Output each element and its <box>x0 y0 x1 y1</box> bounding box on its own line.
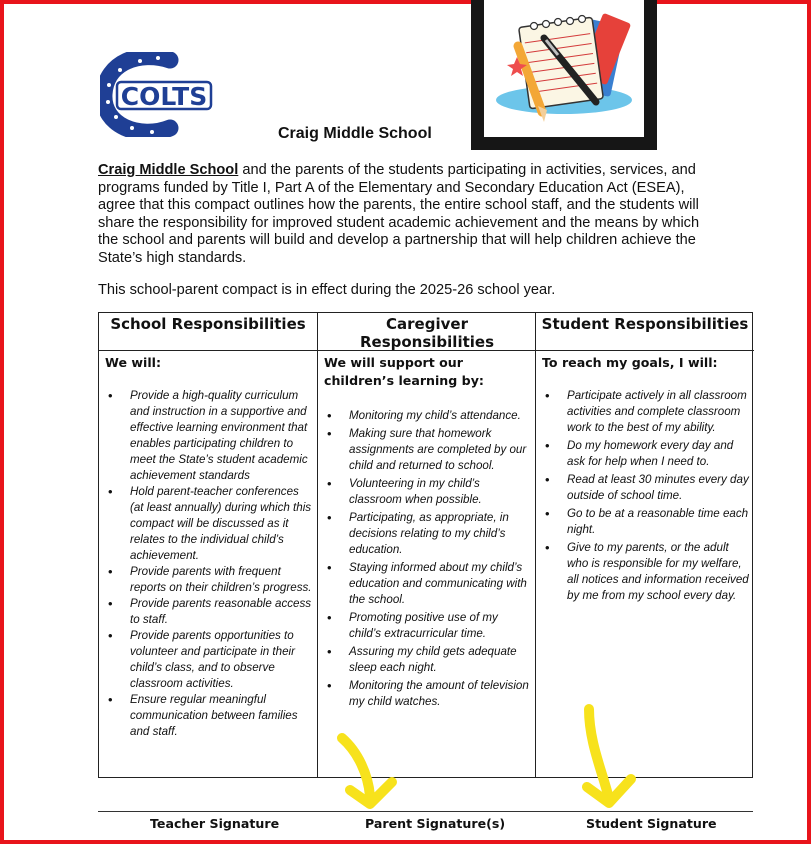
list-item: • Assuring my child gets adequate sleep each night. <box>318 644 536 676</box>
intro-school-name: Craig Middle School <box>98 162 239 178</box>
list-item: • Volunteering in my child’s classroom when possible. <box>318 476 536 508</box>
parent-signature-label: Parent Signature(s) <box>365 816 506 831</box>
list-item: • Go to be at a reasonable time each night. <box>536 506 754 538</box>
list-item: • Participate actively in all classroom activities and complete classroom work to the best of my ability. <box>536 388 754 436</box>
list-item: • Read at least 30 minutes every day outside of school time. <box>536 472 754 504</box>
list-item: • Provide parents with frequent reports on their children’s progress. <box>99 564 317 596</box>
student-signature-label: Student Signature <box>586 816 717 831</box>
responsibility-list <box>318 408 536 710</box>
list-item: • Do my homework every day and ask for help when I need to. <box>536 438 754 470</box>
column-lead: We will support our children’s learning by: <box>324 355 484 388</box>
responsibilities-table <box>98 312 753 778</box>
column-heading: Caregiver Responsibilities <box>318 313 536 351</box>
intro-paragraph <box>98 162 718 268</box>
list-item: • Monitoring the amount of television my child watches. <box>318 678 536 710</box>
list-item: • Provide parents opportunities to volunteer and participate in their child’s class, and to observe classroom activities. <box>99 628 317 692</box>
list-item: • Monitoring my child’s attendance. <box>318 408 536 424</box>
caregiver-responsibilities-column <box>317 313 536 777</box>
list-item: • Ensure regular meaningful communication between families and staff. <box>99 692 317 740</box>
yellow-arrow-icon <box>330 730 410 810</box>
logo-text: COLTS <box>120 82 208 111</box>
effect-statement: This school-parent compact is in effect during the 2025-26 school year. <box>98 282 556 298</box>
school-supplies-clipart <box>471 0 657 150</box>
responsibility-list <box>536 388 754 604</box>
list-item: • Provide a high-quality curriculum and instruction in a supportive and effective learning environment that enables participating children to meet the State’s student academic achievement standards <box>99 388 317 484</box>
list-item: • Making sure that homework assignments are completed by our child and returned to school. <box>318 426 536 474</box>
list-item: • Provide parents reasonable access to staff. <box>99 596 317 628</box>
column-lead: To reach my goals, I will: <box>542 355 718 370</box>
school-responsibilities-column <box>99 313 317 777</box>
list-item: • Participating, as appropriate, in decisions relating to my child’s education. <box>318 510 536 558</box>
signature-line <box>98 811 753 812</box>
responsibility-list <box>99 388 317 740</box>
column-heading: Student Responsibilities <box>536 313 754 351</box>
column-heading: School Responsibilities <box>99 313 317 351</box>
list-item: • Promoting positive use of my child’s extracurricular time. <box>318 610 536 642</box>
school-title: Craig Middle School <box>278 125 432 142</box>
teacher-signature-label: Teacher Signature <box>150 816 280 831</box>
yellow-arrow-icon <box>575 703 645 811</box>
column-lead: We will: <box>105 355 161 370</box>
intro-text: and the parents of the students participating in activities, services, and programs funded by Title I, Part A of the Elementary and Secondary Education Act (ESEA), agree that this compact outlines how the parents, the entire school staff, and the students will share the responsibility for improved student academic achievement and the means by which the school and parents will build and develop a partnership that will help children achieve the State’s high standards. <box>98 162 700 266</box>
list-item: • Hold parent-teacher conferences (at least annually) during which this compact will be discussed as it relates to the individual child’s achievement. <box>99 484 317 564</box>
list-item: • Staying informed about my child’s education and communicating with the school. <box>318 560 536 608</box>
colts-logo <box>100 52 215 137</box>
list-item: • Give to my parents, or the adult who is responsible for my welfare, all notices and information received by me from my school every day. <box>536 540 754 604</box>
